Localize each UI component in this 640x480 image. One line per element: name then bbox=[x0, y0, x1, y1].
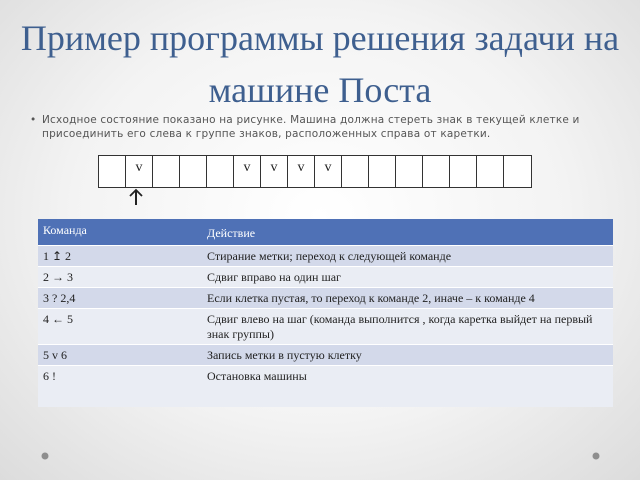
tape-cell bbox=[153, 156, 180, 187]
command-cell: 5 v 6 bbox=[38, 345, 202, 366]
bullet-point bbox=[30, 113, 610, 141]
post-machine-tape bbox=[98, 155, 532, 188]
bullet-dot-icon: • bbox=[30, 114, 37, 126]
table-row bbox=[38, 288, 613, 309]
action-cell: Сдвиг влево на шаг (команда выполнится , когда каретка выйдет на первый знак группы) bbox=[202, 309, 613, 345]
tape-cell bbox=[423, 156, 450, 187]
action-cell: Если клетка пустая, то переход к команде 2, иначе – к команде 4 bbox=[202, 288, 613, 309]
table-row bbox=[38, 267, 613, 288]
previous-slide-dot-icon[interactable] bbox=[41, 452, 49, 460]
tape-cell: v bbox=[261, 156, 288, 187]
command-cell: 2 → 3 bbox=[38, 267, 202, 288]
up-arrow-icon bbox=[128, 188, 144, 206]
action-cell: Стирание метки; переход к следующей команде bbox=[202, 246, 613, 267]
action-cell: Запись метки в пустую клетку bbox=[202, 345, 613, 366]
table-header-row bbox=[38, 219, 613, 246]
tape-cell bbox=[504, 156, 531, 187]
tape-cell bbox=[180, 156, 207, 187]
command-cell: 3 ? 2,4 bbox=[38, 288, 202, 309]
tape-cell bbox=[99, 156, 126, 187]
tape-cell bbox=[369, 156, 396, 187]
slide-title: Пример программы решения задачи на машине Поста bbox=[20, 18, 620, 110]
tape-cell: v bbox=[234, 156, 261, 187]
table-row bbox=[38, 366, 613, 408]
tape-cell bbox=[396, 156, 423, 187]
action-cell: Остановка машины bbox=[202, 366, 613, 408]
action-cell: Сдвиг вправо на один шаг bbox=[202, 267, 613, 288]
command-cell: 6 ! bbox=[38, 366, 202, 408]
column-header-command: Команда bbox=[38, 219, 202, 246]
table-row bbox=[38, 345, 613, 366]
bullet-text: Исходное состояние показано на рисунке. Машина должна стереть знак в текущей клетке и присоединить его слева к группе знаков, расположенных справа от каретки. bbox=[42, 114, 580, 140]
table-row bbox=[38, 309, 613, 345]
tape-cell bbox=[450, 156, 477, 187]
command-cell: 4 ← 5 bbox=[38, 309, 202, 345]
tape-cell: v bbox=[288, 156, 315, 187]
tape-cell bbox=[477, 156, 504, 187]
tape-cell: v bbox=[315, 156, 342, 187]
next-slide-dot-icon[interactable] bbox=[592, 452, 600, 460]
tape-cell: v bbox=[126, 156, 153, 187]
program-table bbox=[38, 219, 613, 407]
command-cell: 1 ↥ 2 bbox=[38, 246, 202, 267]
tape-cell bbox=[342, 156, 369, 187]
table-row bbox=[38, 246, 613, 267]
column-header-action: Действие bbox=[202, 219, 613, 246]
tape-cell bbox=[207, 156, 234, 187]
